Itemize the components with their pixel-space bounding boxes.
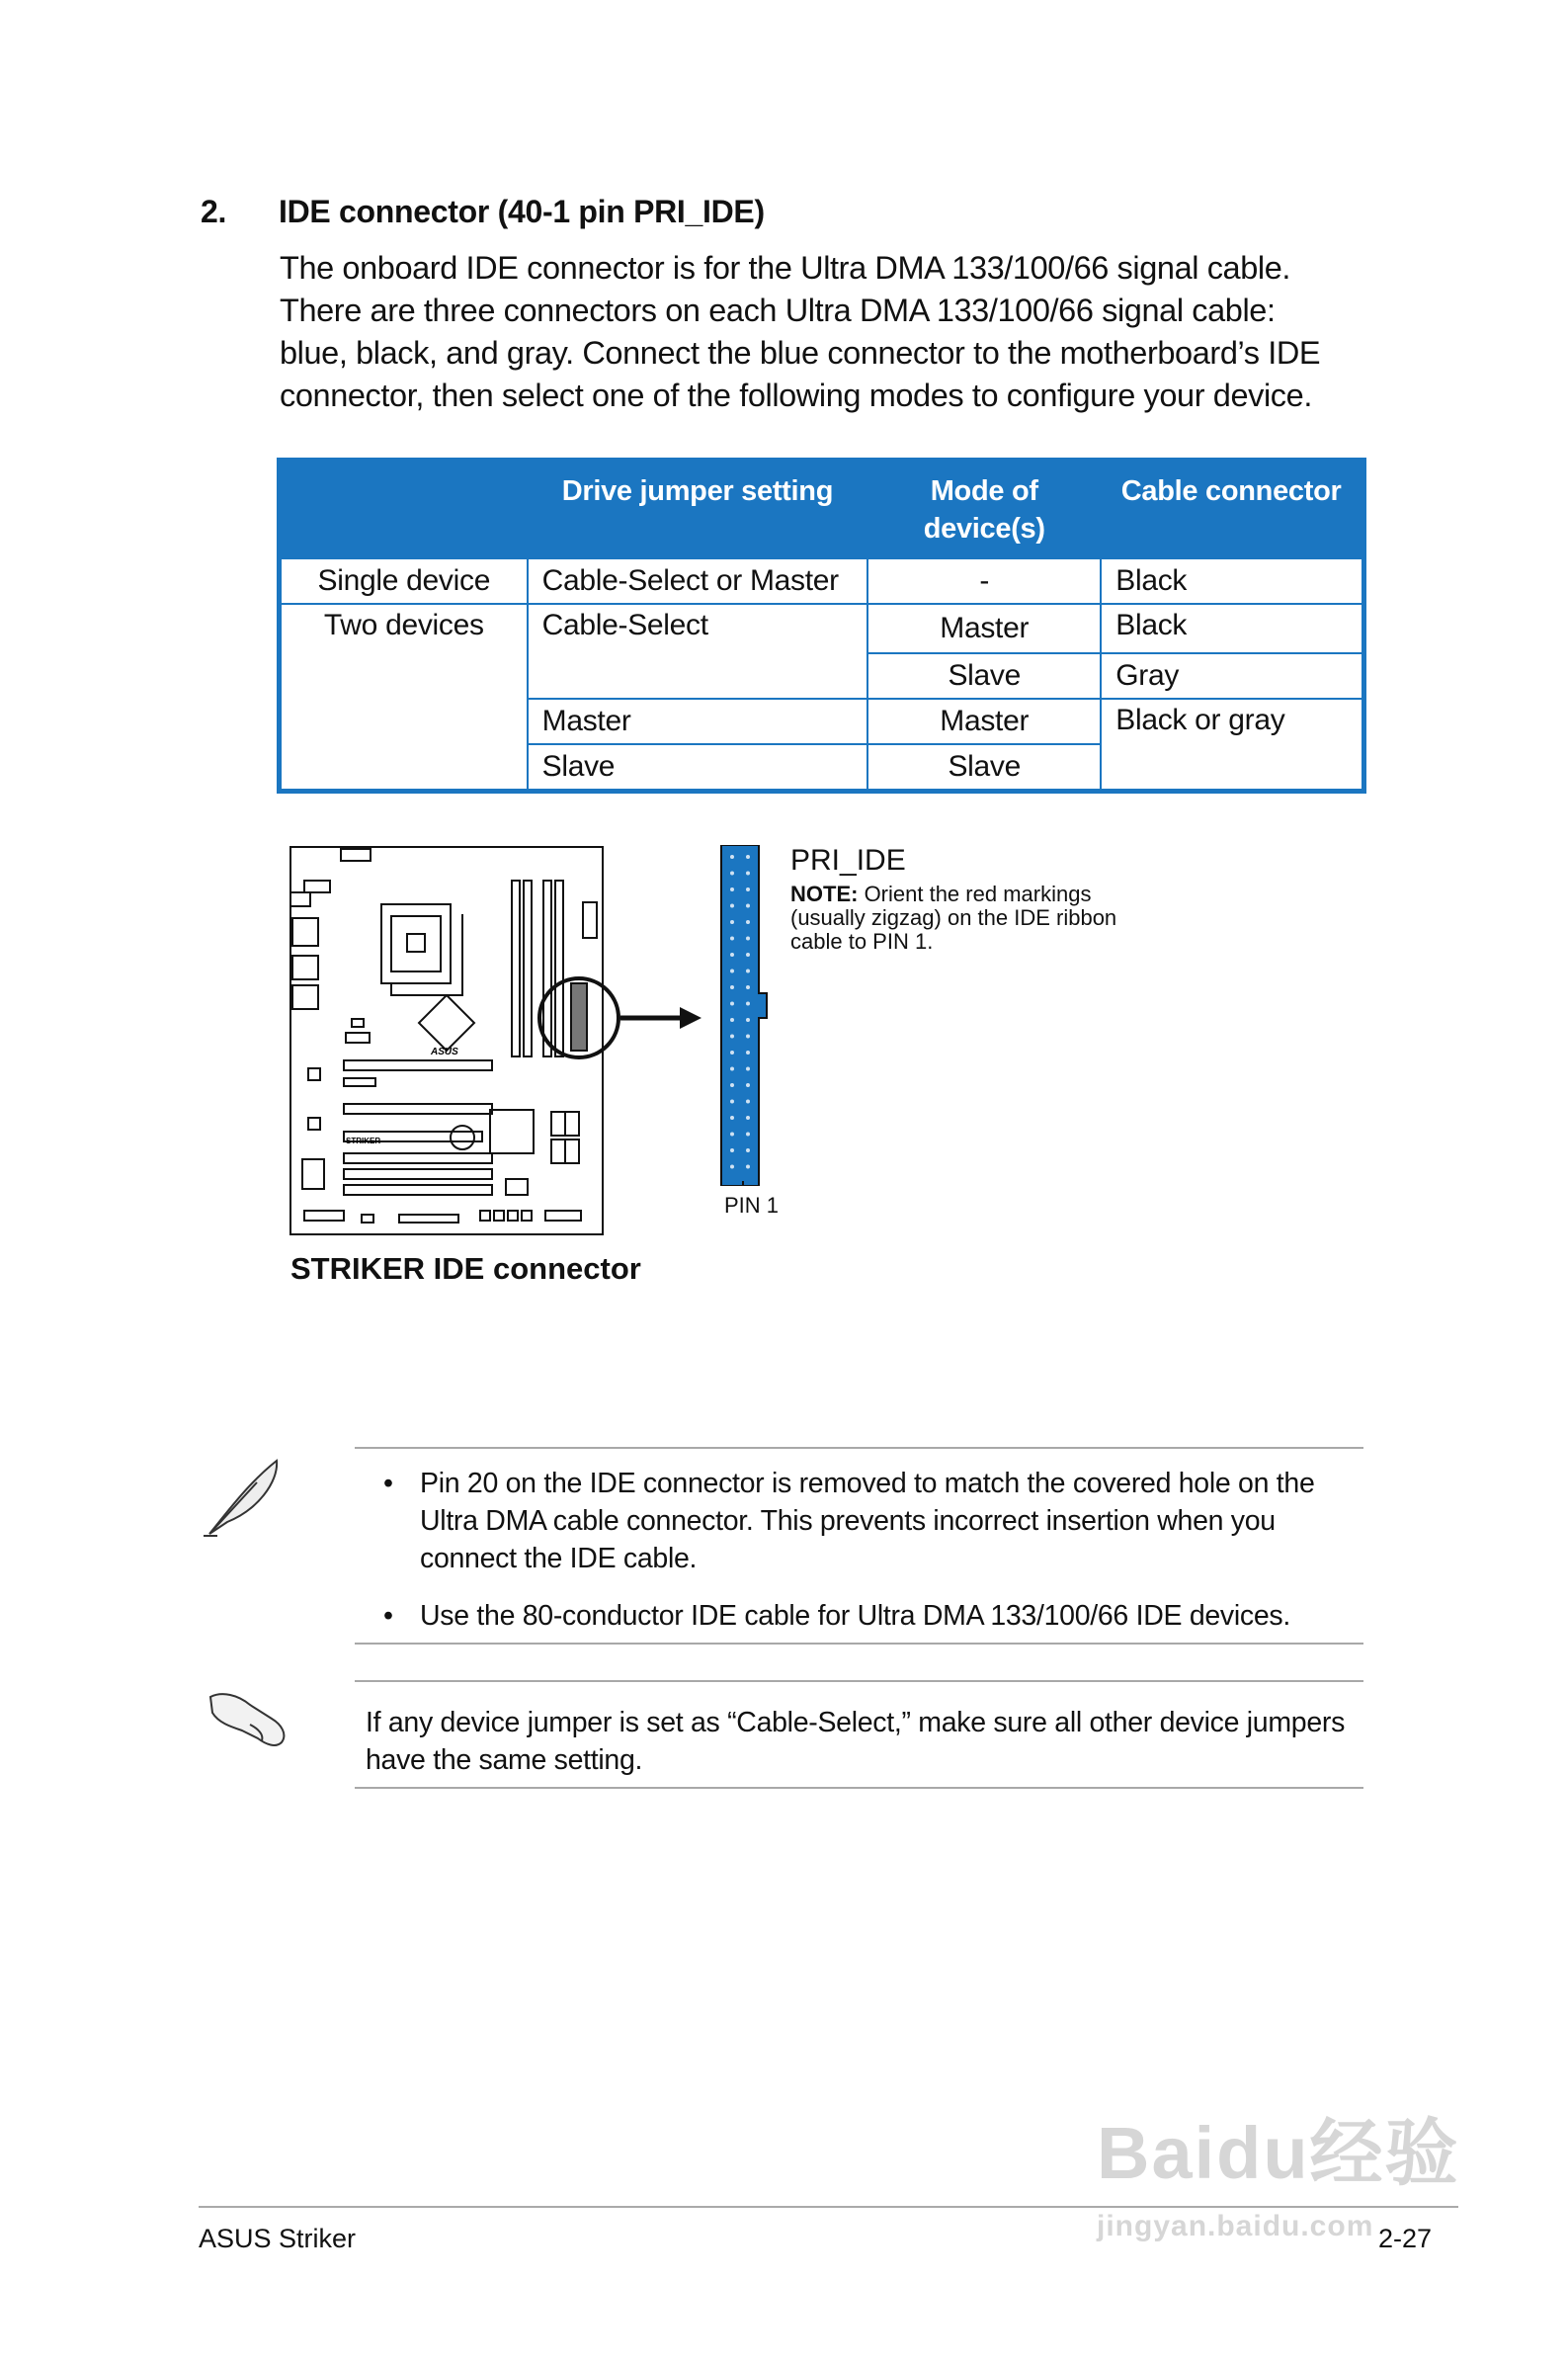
connector-pin [746,872,750,876]
connector-pin [746,1100,750,1104]
watermark-line1: Baidu经验 [1097,2112,1460,2194]
table-cell: Black [1101,558,1363,604]
note-item-text: Use the 80-conductor IDE cable for Ultra DMA 133/100/66 IDE devices. [420,1600,1290,1632]
io-port [292,956,318,979]
list-item [366,1465,1354,1577]
dimm-slot [555,881,563,1056]
io-port [292,918,318,946]
bullet: • [383,1468,393,1499]
connector-pin [746,1083,750,1087]
divider [355,1447,1363,1449]
chip [346,1033,370,1043]
table-cell: Slave [528,744,868,792]
intro-line: There are three connectors on each Ultra DMA 133/100/66 signal cable: [280,293,1276,328]
bottom-header [494,1211,504,1221]
divider [355,1643,1363,1645]
top-port [341,849,371,861]
dimm-slot [512,881,520,1056]
connector-pin [730,985,734,989]
intro-line: connector, then select one of the following modes to configure your device. [280,378,1312,413]
connector-pin [730,1051,734,1055]
connector-pin [746,970,750,973]
bottom-header [545,1211,581,1221]
intro-line: blue, black, and gray. Connect the blue connector to the motherboard’s IDE [280,335,1321,371]
notes-list [366,1465,1354,1654]
sata-port [565,1140,579,1163]
chip [302,1159,324,1189]
section-number: 2. [201,194,227,229]
connector-pin [730,1148,734,1152]
connector-pin [730,953,734,957]
note-label: NOTE: [790,882,859,906]
note-text: Orient the red markings (usually zigzag) on the IDE ribbon cable to PIN 1. [790,882,1117,954]
connector-pin [730,1165,734,1169]
intro-line: The onboard IDE connector is for the Ultra DMA 133/100/66 signal cable. [280,250,1291,286]
table-cell: Cable-Select [528,604,868,699]
sata-port [565,1112,579,1136]
pci-slot [344,1060,492,1070]
watermark [1097,2095,1460,2243]
bottom-header [304,1211,344,1221]
table-cell: Slave [867,653,1101,699]
connector-pin [746,1018,750,1022]
onboard-ide-connector [571,983,587,1051]
table-cell: Single device [280,558,528,604]
connector-pin [746,1133,750,1137]
ide-modes-table [277,458,1366,794]
bottom-header [480,1211,490,1221]
bottom-header [522,1211,532,1221]
board-logo-text: STRIKER [346,1137,381,1145]
table-header: Mode of device(s) [867,461,1101,559]
ide-connector-body [721,845,767,1186]
intro-paragraph [280,247,1376,417]
pci-slot [344,1153,492,1163]
sata-port [551,1140,565,1163]
connector-pin [746,1002,750,1006]
footer-title: ASUS Striker [199,2224,357,2253]
cpu-socket-inner [391,916,441,971]
table-cell: - [867,558,1101,604]
chip [308,1118,320,1130]
connector-pin [746,920,750,924]
connector-pin [746,1051,750,1055]
pci-slot [344,1104,492,1114]
connector-pin [746,1116,750,1120]
connector-pin [730,1100,734,1104]
table-cell: Cable-Select or Master [528,558,868,604]
chipset-heatsink [419,995,474,1051]
pin1-label: PIN 1 [724,1193,780,1218]
connector-pin [730,1116,734,1120]
connector-pin [746,1067,750,1071]
divider [355,1787,1363,1789]
dimm-slot [543,881,551,1056]
connector-pin [730,1002,734,1006]
connector-pin [746,937,750,941]
table-cell: Two devices [280,604,528,792]
page-number: 2-27 [1378,2224,1433,2253]
watermark-line2: jingyan.baidu.com [1097,2210,1374,2242]
table-header-row [280,461,1364,559]
board-brand-text: ASUS [431,1047,458,1057]
connector-pin [730,970,734,973]
pci-slot [344,1169,492,1179]
section-title: IDE connector (40-1 pin PRI_IDE) [279,194,765,229]
footer-divider [199,2206,1458,2208]
connector-pin [730,855,734,859]
io-port [292,985,318,1009]
hand-icon [203,1685,291,1754]
connector-pin [746,1165,750,1169]
bottom-header [508,1211,518,1221]
dimm-slot [524,881,532,1056]
connector-pin [730,887,734,891]
connector-note [790,883,1166,954]
connector-pin [730,872,734,876]
table-row [280,604,1364,653]
connector-pin [730,1133,734,1137]
connector-pin [746,855,750,859]
table-cell: Master [867,699,1101,744]
table-row [280,558,1364,604]
section-heading [201,194,765,230]
connector-label: PRI_IDE [790,844,906,877]
connector-pin [730,920,734,924]
connector-pin [746,904,750,908]
table-header [280,461,528,559]
bottom-header [399,1215,458,1223]
table-cell: Gray [1101,653,1363,699]
connector-pin [746,1148,750,1152]
divider [355,1680,1363,1682]
connector-pin [730,1018,734,1022]
connector-pin [746,887,750,891]
io-port [290,892,310,906]
connector-pin [730,1067,734,1071]
connector-pin [746,985,750,989]
board-header [583,902,597,938]
cmos-battery [451,1126,474,1149]
table-cell: Black or gray [1101,699,1363,792]
cpu-core [407,934,425,952]
caution-text: If any device jumper is set as “Cable-Select,” make sure all other device jumpers have the same setting. [366,1707,1346,1776]
io-port [304,881,330,892]
chip [308,1068,320,1080]
table-cell: Master [528,699,868,744]
figure-caption: STRIKER IDE connector [290,1251,641,1286]
bottom-header [362,1215,373,1223]
pen-icon [198,1453,287,1542]
connector-pin [746,953,750,957]
chip [506,1179,528,1195]
connector-pin [730,1083,734,1087]
bullet: • [383,1600,393,1632]
table-cell: Master [867,604,1101,653]
connector-pin [730,1035,734,1039]
connector-pin [746,1035,750,1039]
connector-pin [730,937,734,941]
table-cell: Black [1101,604,1363,653]
sata-port [551,1112,565,1136]
connector-pin [730,904,734,908]
table-header: Cable connector [1101,461,1363,559]
ide-connector-diagram [719,845,773,1186]
table-cell: Slave [867,744,1101,792]
pci-slot [344,1185,492,1195]
motherboard-diagram [287,845,781,1240]
southbridge [490,1110,534,1153]
chip [352,1019,364,1027]
note-item-text: Pin 20 on the IDE connector is removed to match the covered hole on the Ultra DMA cable connector. This prevents incorrect insertion when you connect the IDE cable. [420,1468,1315,1574]
pointer-arrow-head [680,1007,701,1029]
pci-slot [344,1078,375,1086]
list-item [366,1597,1354,1635]
table-header: Drive jumper setting [528,461,868,559]
